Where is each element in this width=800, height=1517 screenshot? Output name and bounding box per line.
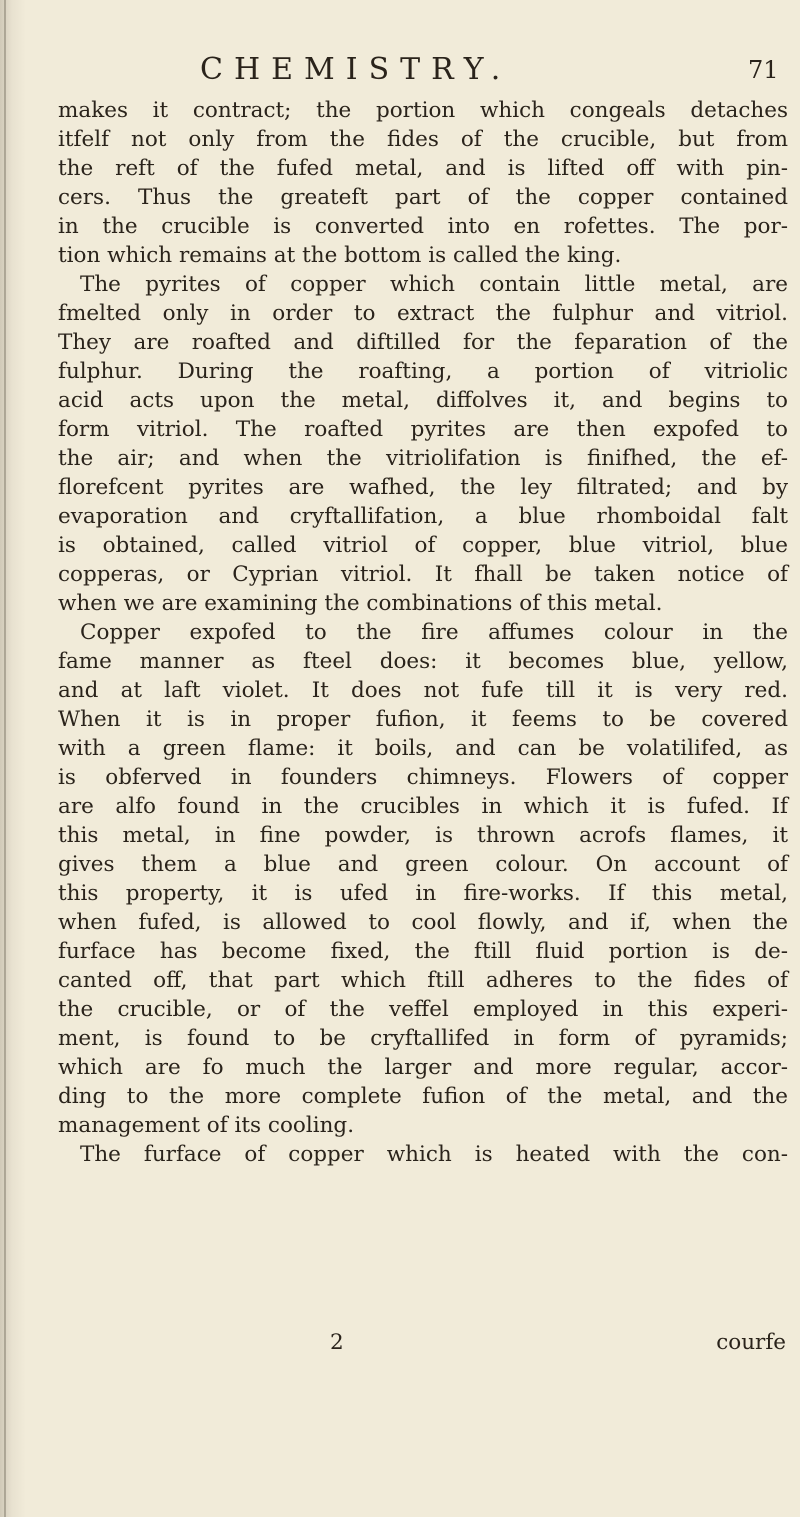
text-line: fmelted only in order to extract the fulphur and vitriol. (58, 301, 788, 326)
text-line: in the crucible is converted into en rofettes. The por- (58, 214, 788, 239)
text-line: ding to the more complete fufion of the metal, and the (58, 1084, 788, 1109)
text-line: When it is in proper fufion, it feems to be covered (58, 707, 788, 732)
text-line: The pyrites of copper which contain little metal, are (80, 272, 788, 297)
text-line: evaporation and cryftallifation, a blue rhomboidal falt (58, 504, 788, 529)
running-title: CHEMISTRY. (200, 52, 512, 87)
text-line: when fufed, is allowed to cool flowly, and if, when the (58, 910, 788, 935)
text-line: is obferved in founders chimneys. Flowers of copper (58, 765, 788, 790)
signature-mark: 2 (330, 1330, 344, 1355)
text-line: fulphur. During the roafting, a portion of vitriolic (58, 359, 788, 384)
text-line: furface has become fixed, the ftill fluid portion is de- (58, 939, 788, 964)
text-line: and at laft violet. It does not fufe till it is very red. (58, 678, 788, 703)
page-number: 71 (748, 56, 779, 84)
text-line: cers. Thus the greateft part of the copper contained (58, 185, 788, 210)
text-line: is obtained, called vitriol of copper, blue vitriol, blue (58, 533, 788, 558)
text-line: the crucible, or of the veffel employed in this experi- (58, 997, 788, 1022)
text-line: gives them a blue and green colour. On account of (58, 852, 788, 877)
body-text (58, 96, 788, 1169)
text-line: makes it contract; the portion which congeals detaches (58, 98, 788, 123)
text-line: canted off, that part which ftill adheres to the fides of (58, 968, 788, 993)
text-line: fame manner as fteel does: it becomes blue, yellow, (58, 649, 788, 674)
text-line: ment, is found to be cryftallifed in form of pyramids; (58, 1026, 788, 1051)
text-line: this property, it is ufed in fire-works. If this metal, (58, 881, 788, 906)
text-line: with a green flame: it boils, and can be volatilifed, as (58, 736, 788, 761)
text-line: when we are examining the combinations of this metal. (58, 591, 663, 616)
text-line: this metal, in fine powder, is thrown acrofs flames, it (58, 823, 788, 848)
text-line: Copper expofed to the fire affumes colour in the (80, 620, 788, 645)
text-line: acid acts upon the metal, diffolves it, and begins to (58, 388, 788, 413)
text-line: copperas, or Cyprian vitriol. It fhall be taken notice of (58, 562, 788, 587)
text-line: which are fo much the larger and more regular, accor- (58, 1055, 788, 1080)
text-line: tion which remains at the bottom is called the king. (58, 243, 622, 268)
text-line: the reft of the fufed metal, and is lifted off with pin- (58, 156, 788, 181)
text-line: management of its cooling. (58, 1113, 355, 1138)
text-line: are alfo found in the crucibles in which it is fufed. If (58, 794, 788, 819)
text-line: form vitriol. The roafted pyrites are then expofed to (58, 417, 788, 442)
page-footer (58, 1330, 788, 1359)
text-line: itfelf not only from the fides of the crucible, but from (58, 127, 788, 152)
text-line: florefcent pyrites are wafhed, the ley filtrated; and by (58, 475, 788, 500)
catchword: courfe (716, 1330, 786, 1355)
text-line: They are roafted and diftilled for the feparation of the (58, 330, 788, 355)
text-line: the air; and when the vitriolifation is finifhed, the ef- (58, 446, 788, 471)
text-line: The furface of copper which is heated with the con- (80, 1142, 788, 1167)
binding-edge (4, 0, 6, 1517)
